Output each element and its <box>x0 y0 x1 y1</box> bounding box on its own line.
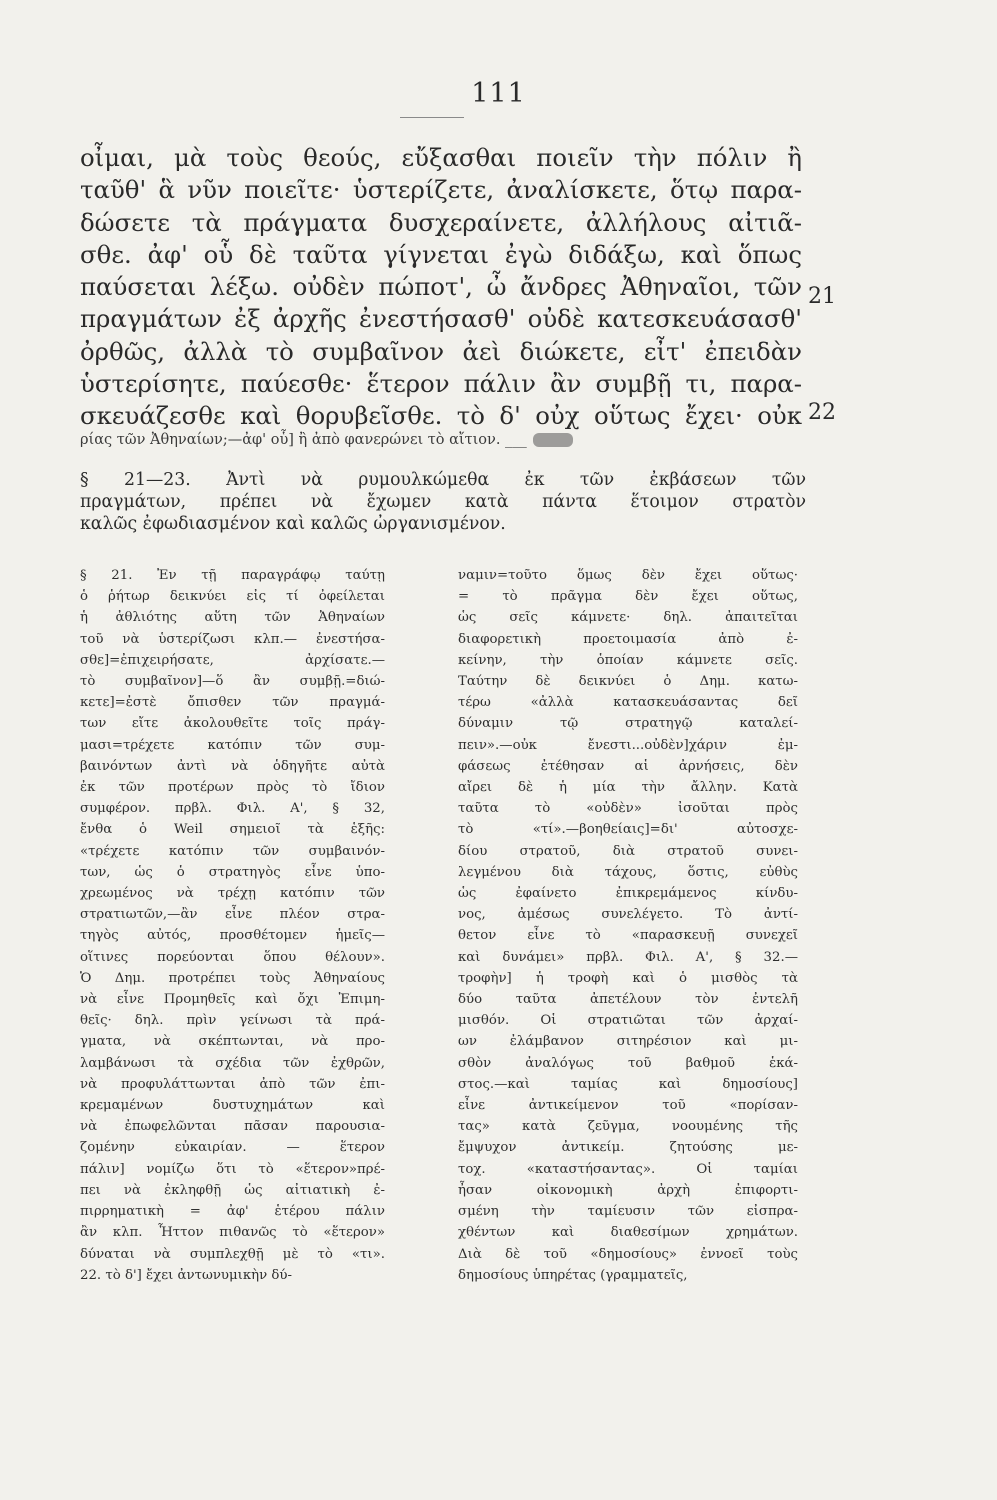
commentary-line: § 21. Ἐν τῇ παραγράφῳ ταύτῃ <box>80 568 385 583</box>
commentary-line: στρατιωτῶν,—ἂν εἶνε πλέον στρα- <box>80 907 385 923</box>
commentary-line: τηγὸς αὐτός, προσθέτομεν ἡμεῖς— <box>80 928 385 944</box>
commentary-line: λαμβάνωσι τὰ σχέδια τῶν ἐχθρῶν, <box>80 1055 385 1071</box>
commentary-line: = τὸ πρᾶγμα δὲν ἔχει οὕτως, <box>458 589 798 605</box>
main-text-line: πραγμάτων ἐξ ἀρχῆς ἐνεστήσασθ' οὐδὲ κατεσκευάσασθ' <box>80 304 802 334</box>
margin-section-number: 21 <box>808 284 836 309</box>
commentary-line: κείνην, τὴν ὁποίαν κάμνετε σεῖς. <box>458 652 798 668</box>
commentary-line: νὰ ἐπωφελῶνται πᾶσαν παρουσια- <box>80 1119 385 1135</box>
commentary-line: μισθόν. Οἱ στρατιῶται τῶν ἀρχαί- <box>458 1013 798 1029</box>
summary-line: πραγμάτων, πρέπει νὰ ἔχωμεν κατὰ πάντα ἕτοιμον στρατὸν <box>80 491 806 512</box>
commentary-line: νος, ἀμέσως συνελέγετο. Τὸ ἀντί- <box>458 907 798 923</box>
commentary-line: τροφὴν] ἡ τροφὴ καὶ ὁ μισθὸς τὰ <box>458 970 798 986</box>
commentary-line: πιρρηματικὴ = ἀφ' ἑτέρου πάλιν <box>80 1204 385 1220</box>
commentary-line: ὁ ῥήτωρ δεικνύει εἰς τί ὀφείλεται <box>80 589 385 605</box>
main-text-line: παύσεται λέξω. οὐδὲν πώποτ', ὦ ἄνδρες Ἀθηναῖοι, τῶν <box>80 272 802 302</box>
commentary-line: τοχ. «καταστήσαντας». Οἱ ταμίαι <box>458 1161 798 1177</box>
commentary-line: ἡ ἀθλιότης αὕτη τῶν Ἀθηναίων <box>80 610 385 626</box>
main-text-line: σθε. ἀφ' οὗ δὲ ταῦτα γίγνεται ἐγὼ διδάξω, καὶ ὅπως <box>80 239 802 269</box>
commentary-line: Ὁ Δημ. προτρέπει τοὺς Ἀθηναίους <box>80 970 385 986</box>
commentary-line: ἔνθα ὁ Weil σημειοῖ τὰ ἑξῆς: <box>80 822 385 838</box>
section-summary <box>80 470 806 535</box>
margin-section-number: 22 <box>808 400 836 425</box>
commentary-line: των εἴτε ἀκολουθεῖτε τοῖς πράγ- <box>80 716 385 732</box>
continued-note-line <box>80 432 840 448</box>
commentary-line: ἂν κλπ. Ἧττον πιθανῶς τὸ «ἕτερον» <box>80 1225 385 1241</box>
commentary-line: νὰ εἶνε Προμηθεῖς καὶ ὄχι Ἐπιμη- <box>80 992 385 1008</box>
commentary-line: σθε]=ἐπιχειρήσατε, ἀρχίσατε.— <box>80 652 385 668</box>
commentary-line: τὸ «τί».—βοηθείαις]=δι' αὐτοσχε- <box>458 822 798 838</box>
commentary-line: τὸ συμβαῖνον]—ὅ ἂν συμβῇ.=διώ- <box>80 674 385 690</box>
commentary-line: τέρω «ἀλλὰ κατασκευάσαντας δεῖ <box>458 695 798 711</box>
commentary-line: χθέντων καὶ διαθεσίμων χρημάτων. <box>458 1225 798 1241</box>
commentary-line: 22. τὸ δ'] ἔχει ἀντωνυμικὴν δύ- <box>80 1267 293 1283</box>
commentary-line: δύναμιν τῷ στρατηγῷ καταλεί- <box>458 716 798 732</box>
commentary-line: σθὸν ἀναλόγως τοῦ βαθμοῦ ἑκά- <box>458 1055 798 1071</box>
commentary-line: δύναται νὰ συμπλεχθῇ μὲ τὸ «τι». <box>80 1246 385 1262</box>
commentary-line: δύο ταῦτα ἀπετέλουν τὸν ἐντελῆ <box>458 992 798 1008</box>
commentary-line: εἶνε ἀντικείμενον τοῦ «πορίσαν- <box>458 1098 798 1114</box>
commentary-line: ναμιν=τοῦτο ὅμως δὲν ἔχει οὕτως· <box>458 568 798 583</box>
commentary-line: στος.—καὶ ταμίας καὶ δημοσίους] <box>458 1076 798 1092</box>
commentary-line: τας» κατὰ ζεῦγμα, νοουμένης τῆς <box>458 1119 798 1135</box>
commentary-line: χρεωμένος νὰ τρέχῃ κατόπιν τῶν <box>80 886 385 902</box>
commentary-line: ων ἐλάμβανον σιτηρέσιον καὶ μι- <box>458 1034 798 1050</box>
commentary-line: δίου στρατοῦ, διὰ στρατοῦ συνει- <box>458 843 798 859</box>
commentary-line: ὡς ἐφαίνετο ἐπικρεμάμενος κίνδυ- <box>458 886 798 902</box>
commentary-line: Ταύτην δὲ δεικνύει ὁ Δημ. κατω- <box>458 674 798 690</box>
main-text-line: ὑστερίσητε, παύεσθε· ἕτερον πάλιν ἂν συμβῇ τι, παρα- <box>80 369 802 399</box>
commentary-line: θεῖς· δηλ. πρὶν γείνωσι τὰ πρά- <box>80 1013 385 1029</box>
commentary-line: θετον εἶνε τὸ «παρασκευῇ συνεχεῖ <box>458 928 798 944</box>
commentary-line: δημοσίους ὑπηρέτας (γραμματεῖς, <box>458 1267 688 1283</box>
commentary-left-column <box>80 565 385 1286</box>
commentary-line: πει νὰ ἐκληφθῇ ὡς αἰτιατικὴ ἐ- <box>80 1182 385 1198</box>
header-rule <box>400 117 464 118</box>
commentary-line: τοῦ νὰ ὑστερίζωσι κλπ.— ἐνεστήσα- <box>80 631 385 647</box>
commentary-line: λεγμένου διὰ τάχους, ὅστις, εὐθὺς <box>458 864 798 880</box>
commentary-line: φάσεως ἐτέθησαν αἱ ἀρνήσεις, δὲν <box>458 758 798 774</box>
commentary-line: βαινόντων ἀντὶ νὰ ὁδηγῆτε αὐτὰ <box>80 758 385 774</box>
commentary-line: ἔμψυχον ἀντικείμ. ζητούσης με- <box>458 1140 798 1156</box>
commentary-line: ζομένην εὐκαιρίαν. — ἕτερον <box>80 1140 385 1156</box>
ink-blot <box>533 433 573 447</box>
summary-line: § 21—23. Ἀντὶ νὰ ρυμουλκώμεθα ἐκ τῶν ἐκβάσεων τῶν <box>80 470 806 490</box>
commentary-right-column <box>458 565 798 1286</box>
commentary-line: καὶ δυνάμει» πρβλ. Φιλ. Α', § 32.— <box>458 949 798 965</box>
main-text-line: ταῦθ' ἃ νῦν ποιεῖτε· ὑστερίζετε, ἀναλίσκετε, ὅτῳ παρα- <box>80 175 802 205</box>
commentary-line: αἴρει δὲ ἡ μία τὴν ἄλλην. Κατὰ <box>458 780 798 796</box>
main-text-line: σκευάζεσθε καὶ θορυβεῖσθε. τὸ δ' οὐχ οὕτως ἔχει· οὐκ <box>80 401 802 431</box>
commentary-line: κετε]=ἐστὲ ὄπισθεν τῶν πραγμά- <box>80 695 385 711</box>
commentary-line: νὰ προφυλάττωνται ἀπὸ τῶν ἐπι- <box>80 1076 385 1092</box>
summary-line: καλῶς ἐφωδιασμένον καὶ καλῶς ὠργανισμένον. <box>80 513 506 534</box>
commentary-line: οἵτινες πορεύονται ὅπου θέλουν». <box>80 949 385 965</box>
commentary-line: διαφορετικὴ προετοιμασία ἀπὸ ἐ- <box>458 631 798 647</box>
commentary-line: πειν».—οὐκ ἔνεστι...οὐδὲν]χάριν ἐμ- <box>458 737 798 753</box>
commentary-line: ἦσαν οἰκονομικὴ ἀρχὴ ἐπιφορτι- <box>458 1182 798 1198</box>
commentary-line: «τρέχετε κατόπιν τῶν συμβαινόν- <box>80 843 385 859</box>
commentary-line: γματα, νὰ σκέπτωνται, νὰ προ- <box>80 1034 385 1050</box>
commentary-line: σμένη τὴν ταμίευσιν τῶν εἰσπρα- <box>458 1204 798 1220</box>
commentary-line: Διὰ δὲ τοῦ «δημοσίους» ἐννοεῖ τοὺς <box>458 1246 798 1262</box>
commentary-line: ὡς σεῖς κάμνετε· δηλ. ἀπαιτεῖται <box>458 610 798 626</box>
main-text-line: οἶμαι, μὰ τοὺς θεούς, εὔξασθαι ποιεῖν τὴν πόλιν ἢ <box>80 143 802 172</box>
commentary-line: κρεμαμένων δυστυχημάτων καὶ <box>80 1098 385 1114</box>
commentary-line: συμφέρον. πρβλ. Φιλ. Α', § 32, <box>80 801 385 817</box>
commentary-line: των, ὡς ὁ στρατηγὸς εἶνε ὑπο- <box>80 864 385 880</box>
commentary-line: ἐκ τῶν προτέρων πρὸς τὸ ἴδιον <box>80 780 385 796</box>
commentary-line: μασι=τρέχετε κατόπιν τῶν συμ- <box>80 737 385 753</box>
main-text-line: δώσετε τὰ πράγματα δυσχεραίνετε, ἀλλήλους αἰτιᾶ- <box>80 207 802 237</box>
page-number: 111 <box>471 78 526 109</box>
commentary-line: πάλιν] νομίζω ὅτι τὸ «ἕτερον»πρέ- <box>80 1161 385 1177</box>
continued-note-text: ρίας τῶν Ἀθηναίων;—ἀφ' οὗ] ἢ ἀπὸ φανερώνει τὸ αἴτιον. ___ <box>80 432 527 448</box>
commentary-line: ταῦτα τὸ «οὐδὲν» ἰσοῦται πρὸς <box>458 801 798 817</box>
main-text-line: ὀρθῶς, ἀλλὰ τὸ συμβαῖνον ἀεὶ διώκετε, εἶτ' ἐπειδὰν <box>80 336 802 366</box>
main-text <box>80 142 802 433</box>
